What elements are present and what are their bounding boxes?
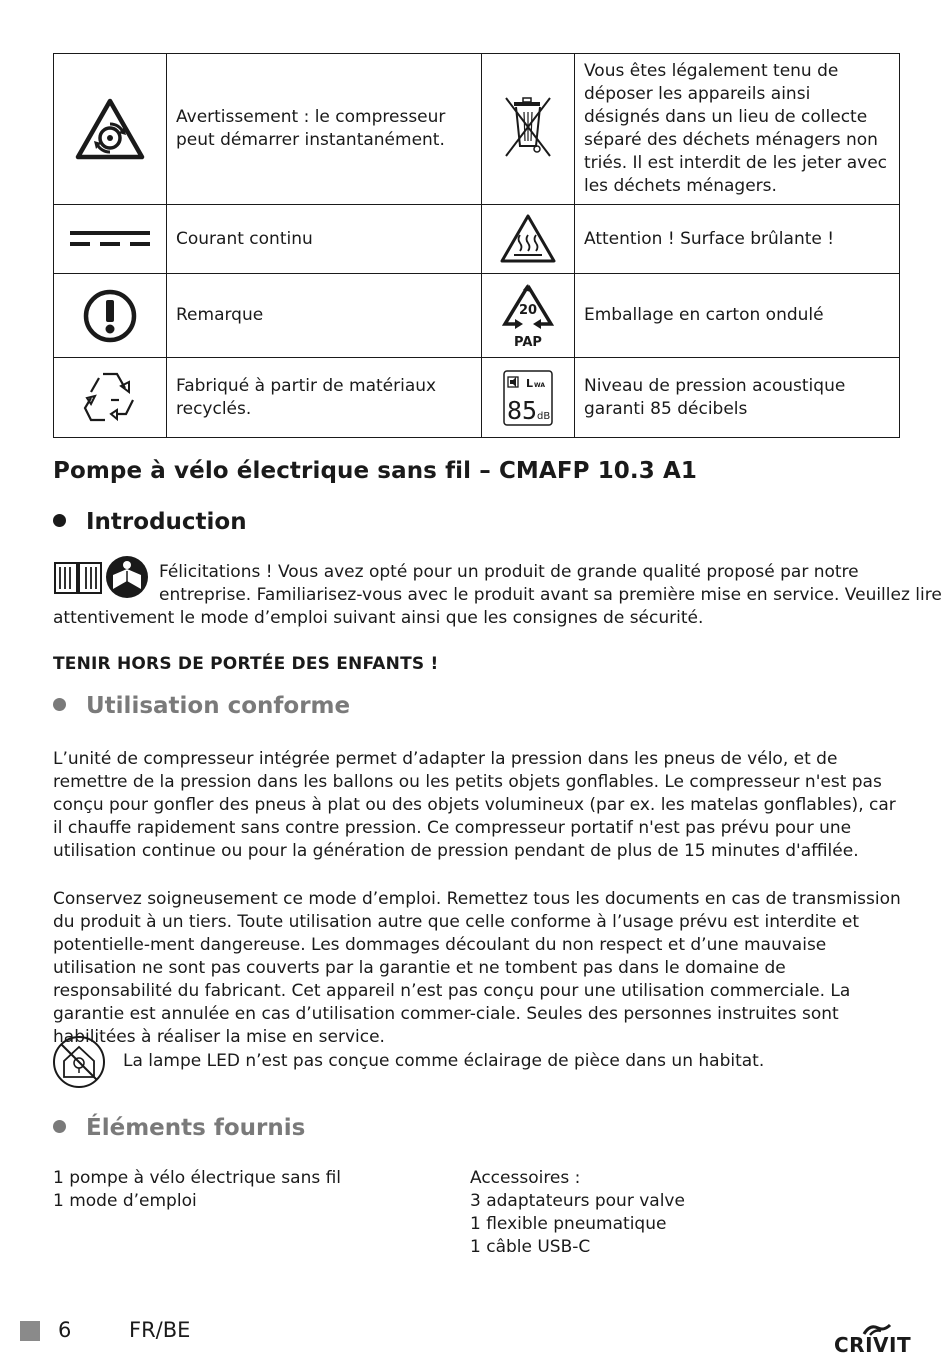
list-item: 1 câble USB-C bbox=[470, 1237, 591, 1257]
product-title: Pompe à vélo électrique sans fil – CMAFP 10.3 A1 bbox=[53, 458, 697, 484]
led-note: La lampe LED n’est pas conçue comme éclairage de pièce dans un habitat. bbox=[123, 1051, 765, 1071]
symbol-icon-cell bbox=[54, 358, 167, 438]
symbol-icon-cell bbox=[54, 274, 167, 358]
section-bullet bbox=[53, 514, 66, 527]
symbol-description: Niveau de pression acoustique garanti 85 décibels bbox=[575, 358, 900, 438]
introduction-heading-text: Introduction bbox=[86, 509, 247, 535]
list-item: 1 mode d’emploi bbox=[53, 1191, 197, 1211]
rotating-hazard-warning-icon bbox=[75, 98, 145, 160]
symbol-description: Courant continu bbox=[167, 205, 482, 274]
intended-use-paragraph-2: Conservez soigneusement ce mode d’emploi. Remettez tous les documents en cas de transmission du produit à un tiers. Toute utilisation autre que celle conforme à l’usage prévu est interdite et potentielle-ment dangereuse. Les dommages découlant du non respect et d’une mauvaise utilisation ne sont pas couverts par la garantie et ne tombent pas dans le domaine de responsabilité du fabricant. Cet appareil n’est pas conçu pour une utilisation commerciale. La garantie est annulée en cas d’utilisation commer-ciale. Seules des personnes instruites sont habilitées à réaliser la mise en service. bbox=[53, 889, 901, 1047]
recycling-arrows-icon bbox=[79, 368, 141, 428]
direct-current-icon bbox=[68, 229, 152, 249]
footer-marker bbox=[20, 1321, 40, 1341]
scope-of-delivery-heading bbox=[53, 1115, 305, 1141]
symbol-description: Vous êtes légalement tenu de déposer les appareils ainsi désignés dans un lieu de collecte séparé des déchets ménagers non triés. Il est interdit de les jeter avec les déchets ménagers. bbox=[575, 54, 900, 205]
child-safety-warning: TENIR HORS DE PORTÉE DES ENFANTS ! bbox=[53, 654, 439, 674]
brand-logo-text: CRIVIT bbox=[834, 1333, 912, 1357]
sound-power-level-icon bbox=[501, 368, 555, 428]
symbol-row bbox=[54, 358, 900, 438]
symbol-icon-cell bbox=[482, 358, 575, 438]
read-manual-icon bbox=[105, 555, 149, 599]
symbol-icon-cell bbox=[482, 54, 575, 205]
scope-list-left bbox=[53, 1167, 341, 1213]
symbol-icon-cell bbox=[482, 274, 575, 358]
introduction-line-1: Félicitations ! Vous avez opté pour un produit de grande qualité proposé par notre bbox=[159, 562, 859, 582]
symbol-icon-cell bbox=[482, 205, 575, 274]
recycling-pap-20-icon bbox=[497, 280, 559, 352]
symbol-description: Attention ! Surface brûlante ! bbox=[575, 205, 900, 274]
section-bullet bbox=[53, 698, 66, 711]
crossed-out-wheelie-bin-icon bbox=[502, 94, 554, 164]
list-item: 1 flexible pneumatique bbox=[470, 1214, 667, 1234]
language-code: FR/BE bbox=[129, 1318, 191, 1342]
page-number: 6 bbox=[58, 1318, 72, 1342]
lwa-subscript: WA bbox=[534, 381, 545, 389]
hot-surface-warning-icon bbox=[499, 213, 557, 265]
symbols-table bbox=[53, 53, 900, 438]
exclamation-circle-icon bbox=[82, 288, 138, 344]
scope-of-delivery-heading-text: Éléments fournis bbox=[86, 1115, 306, 1141]
introduction-line-3: attentivement le mode d’emploi suivant ainsi que les consignes de sécurité. bbox=[53, 608, 704, 628]
symbol-icon-cell bbox=[54, 54, 167, 205]
intended-use-heading-text: Utilisation conforme bbox=[86, 693, 351, 719]
recycling-code-label: PAP bbox=[514, 334, 542, 350]
symbol-description: Emballage en carton ondulé bbox=[575, 274, 900, 358]
symbol-row bbox=[54, 274, 900, 358]
list-item: 3 adaptateurs pour valve bbox=[470, 1191, 685, 1211]
introduction-line-2: entreprise. Familiarisez-vous avec le produit avant sa première mise en service. Veuillez lire bbox=[159, 585, 942, 605]
section-bullet bbox=[53, 1120, 66, 1133]
sound-level-value: 85 bbox=[507, 395, 538, 425]
intended-use-paragraph-1: L’unité de compresseur intégrée permet d’adapter la pression dans les pneus de vélo, et de remettre de la pression dans les ballons ou les petits objets gonflables. Le compresseur n'est pas conçu pour gonfler des pneus à plat ou des objets volumineux (par ex. les matelas gonflables), car il chauffe rapidement sans contre pression. Ce compresseur portatif n'est pas prévu pour une utilisation continue ou pour la génération de pression pendant de plus de 15 minutes d'affilée. bbox=[53, 749, 896, 861]
symbol-description: Fabriqué à partir de matériaux recyclés. bbox=[167, 358, 482, 438]
intended-use-heading bbox=[53, 693, 350, 719]
symbol-description: Remarque bbox=[167, 274, 482, 358]
symbol-row bbox=[54, 205, 900, 274]
recycling-number-label: 20 bbox=[518, 302, 538, 318]
symbol-description: Avertissement : le compresseur peut démarrer instantanément. bbox=[167, 54, 482, 205]
introduction-heading bbox=[53, 509, 247, 535]
lwa-label: L bbox=[526, 376, 534, 390]
house-lamp-prohibited-icon bbox=[52, 1035, 106, 1089]
sound-level-unit: dB bbox=[537, 410, 551, 422]
symbol-icon-cell bbox=[54, 205, 167, 274]
open-book-icon bbox=[53, 557, 103, 597]
symbol-row bbox=[54, 54, 900, 205]
scope-list-right bbox=[470, 1167, 685, 1259]
list-item: 1 pompe à vélo électrique sans fil bbox=[53, 1168, 342, 1188]
list-item: Accessoires : bbox=[470, 1168, 581, 1188]
